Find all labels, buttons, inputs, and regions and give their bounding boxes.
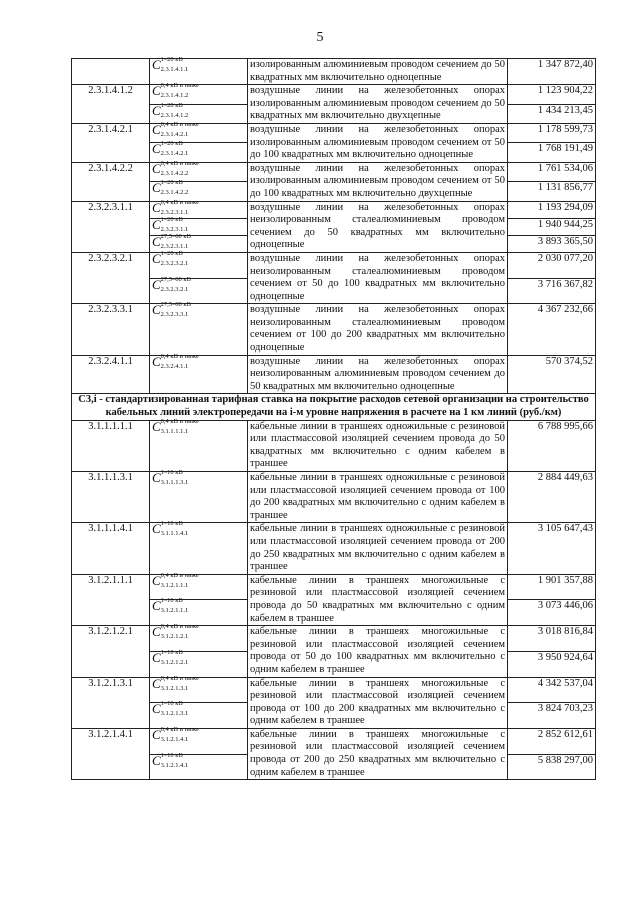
row-value: 3 824 703,23 xyxy=(508,703,596,729)
table-row xyxy=(72,252,596,278)
row-value: 1 131 856,77 xyxy=(508,182,596,201)
row-description: кабельные линии в траншеях одножильные с резиновой или пластмассовой изоляцией сечением провода от 200 до 250 квадратных мм включительно с одним кабелем в траншее xyxy=(248,523,508,574)
symbol-index: 2.3.2.3.1.1 xyxy=(160,225,189,233)
row-description: кабельные линии в траншеях многожильные с резиновой или пластмассовой изоляцией сечением провода от 50 до 100 квадратных мм включительно с одним кабелем в траншее xyxy=(248,626,508,677)
symbol-cell xyxy=(150,700,248,729)
row-value: 3 893 365,50 xyxy=(508,235,596,252)
symbol-cell xyxy=(150,520,248,574)
row-value: 2 030 077,20 xyxy=(508,252,596,278)
row-value: 1 347 872,40 xyxy=(508,59,596,85)
voltage-level: 0,4 кВ и ниже xyxy=(160,623,199,631)
voltage-level: 27,5–60 кВ xyxy=(160,301,191,309)
table-row xyxy=(72,420,596,471)
symbol-index: 2.3.2.4.1.1 xyxy=(160,362,189,370)
row-value: 3 950 924,64 xyxy=(508,651,596,677)
row-value: 4 342 537,04 xyxy=(508,677,596,703)
symbol-letter: C xyxy=(152,276,161,292)
symbol-indices xyxy=(160,140,189,158)
row-code: 2.3.1.4.2.2 xyxy=(72,162,150,201)
symbol-letter: C xyxy=(152,141,161,157)
symbol-indices xyxy=(160,232,191,250)
symbol-indices xyxy=(160,571,199,589)
row-description: кабельные линии в траншеях одножильные с резиновой или пластмассовой изоляцией сечением провода до 50 квадратных мм включительно с одним кабелем в траншее xyxy=(248,420,508,471)
symbol-cell xyxy=(150,352,248,394)
symbol-cell xyxy=(150,623,248,652)
symbol-letter: C xyxy=(152,121,161,137)
symbol-index: 3.1.2.1.4.1 xyxy=(160,761,189,769)
symbol-index: 2.3.1.4.1.2 xyxy=(160,111,189,119)
voltage-level: 1–10 кВ xyxy=(160,700,183,708)
symbol-index: 2.3.2.3.3.1 xyxy=(160,311,189,319)
voltage-level: 0,4 кВ и ниже xyxy=(160,198,199,206)
symbol-letter: C xyxy=(152,470,161,485)
symbol-indices xyxy=(160,597,189,615)
symbol-letter: C xyxy=(152,649,161,665)
symbol-indices xyxy=(160,417,199,435)
voltage-level: 1–20 кВ xyxy=(160,249,183,257)
symbol-letter: C xyxy=(152,250,161,266)
table-row xyxy=(72,472,596,523)
voltage-level: 1–10 кВ xyxy=(160,469,183,476)
symbol-letter: C xyxy=(152,675,161,691)
voltage-level: 0,4 кВ и ниже xyxy=(160,674,199,682)
row-value: 1 434 213,45 xyxy=(508,104,596,123)
row-description: воздушные линии на железобетонных опорах неизолированным алюминиевым проводом сечением до 50 квадратных мм включительно одноцепные xyxy=(248,355,508,394)
voltage-level: 27,5–60 кВ xyxy=(160,275,191,283)
row-code: 3.1.1.1.4.1 xyxy=(72,523,150,574)
symbol-indices xyxy=(160,469,189,486)
symbol-index: 2.3.1.4.2.2 xyxy=(160,189,189,197)
symbol-index: 3.1.1.1.1.1 xyxy=(160,427,189,435)
row-description: изолированным алюминиевым проводом сечением до 50 квадратных мм включительно одноцепные xyxy=(248,59,508,85)
section-header: С3,i - стандартизированная тарифная ставка на покрытие расходов сетевой организации на строительство кабельных линий электропередачи на i-м уровне напряжения в расчете на 1 км линий (руб./км) xyxy=(72,394,596,420)
symbol-letter: C xyxy=(152,180,161,196)
table-row xyxy=(72,355,596,394)
symbol-index: 2.3.2.3.2.1 xyxy=(160,259,189,267)
symbol-letter: C xyxy=(152,353,161,369)
row-description: воздушные линии на железобетонных опорах неизолированным сталеалюминиевым проводом сечением от 50 до 100 квадратных мм включительно одноцепные xyxy=(248,252,508,303)
row-code: 2.3.2.3.2.1 xyxy=(72,252,150,303)
row-code: 3.1.2.1.3.1 xyxy=(72,677,150,728)
symbol-index: 2.3.1.4.1.2 xyxy=(160,92,189,100)
row-code: 3.1.2.1.2.1 xyxy=(72,626,150,677)
symbol-letter: C xyxy=(152,216,161,232)
symbol-index: 3.1.2.1.2.1 xyxy=(160,633,189,641)
table-row xyxy=(72,677,596,703)
row-code: 3.1.1.1.1.1 xyxy=(72,420,150,471)
symbol-cell xyxy=(150,597,248,626)
tariff-table-body xyxy=(72,56,596,780)
symbol-indices xyxy=(160,275,191,293)
symbol-indices xyxy=(160,623,199,641)
row-value: 1 940 944,25 xyxy=(508,218,596,235)
row-value: 2 884 449,63 xyxy=(508,472,596,523)
symbol-letter: C xyxy=(152,726,161,742)
symbol-indices xyxy=(160,751,189,769)
symbol-cell xyxy=(150,751,248,780)
table-row xyxy=(72,523,596,574)
symbol-letter: C xyxy=(152,302,161,318)
table-row xyxy=(72,626,596,652)
symbol-index: 2.3.2.3.1.1 xyxy=(160,242,189,250)
symbol-letter: C xyxy=(152,418,161,434)
row-value: 3 105 647,43 xyxy=(508,523,596,574)
symbol-indices xyxy=(160,198,199,216)
page-number: 5 xyxy=(316,30,324,45)
row-code: 3.1.2.1.1.1 xyxy=(72,574,150,625)
symbol-index: 3.1.2.1.2.1 xyxy=(160,658,189,666)
symbol-indices xyxy=(160,725,199,743)
table-row xyxy=(72,574,596,600)
symbol-index: 3.1.2.1.3.1 xyxy=(160,710,189,718)
symbol-index: 2.3.1.4.2.1 xyxy=(160,130,189,138)
symbol-indices xyxy=(160,674,199,692)
row-value: 2 852 612,61 xyxy=(508,728,596,754)
symbol-letter: C xyxy=(152,572,161,588)
table-row xyxy=(72,201,596,218)
row-value: 4 367 232,66 xyxy=(508,304,596,355)
symbol-index: 3.1.2.1.3.1 xyxy=(160,684,189,692)
symbol-index: 3.1.2.1.4.1 xyxy=(160,735,189,743)
symbol-indices xyxy=(160,520,189,538)
symbol-index: 2.3.2.3.1.1 xyxy=(160,208,189,216)
symbol-index: 3.1.1.1.4.1 xyxy=(160,530,189,538)
row-value: 1 178 599,73 xyxy=(508,123,596,142)
row-description: воздушные линии на железобетонных опорах неизолированным сталеалюминиевым проводом сечением до 50 квадратных мм включительно одноцепные xyxy=(248,201,508,252)
voltage-level: 0,4 кВ и ниже xyxy=(160,159,199,167)
row-value: 1 761 534,06 xyxy=(508,162,596,181)
symbol-index: 2.3.2.3.2.1 xyxy=(160,285,189,293)
symbol-index: 3.1.2.1.1.1 xyxy=(160,581,189,589)
symbol-cell xyxy=(150,725,248,754)
voltage-level: 0,4 кВ и ниже xyxy=(160,417,199,425)
symbol-letter: C xyxy=(152,83,161,99)
symbol-index: 2.3.1.4.2.1 xyxy=(160,150,189,158)
symbol-letter: C xyxy=(152,521,161,537)
section-header-row xyxy=(72,394,596,420)
row-description: кабельные линии в траншеях многожильные с резиновой или пластмассовой изоляцией сечением провода от 200 до 250 квадратных мм включительно с одним кабелем в траншее xyxy=(248,728,508,779)
row-code: 2.3.1.4.1.2 xyxy=(72,85,150,124)
symbol-letter: C xyxy=(152,752,161,768)
row-description: воздушные линии на железобетонных опорах изолированным алюминиевым проводом сечением до 50 квадратных мм включительно двухцепные xyxy=(248,85,508,124)
voltage-level: 1–20 кВ xyxy=(160,215,183,223)
table-row xyxy=(72,59,596,85)
row-code: 3.1.1.1.3.1 xyxy=(72,472,150,523)
symbol-index: 3.1.1.1.3.1 xyxy=(160,479,189,486)
symbol-index: 2.3.1.4.1.1 xyxy=(160,66,189,73)
row-value: 3 018 816,84 xyxy=(508,626,596,652)
row-code xyxy=(72,59,150,85)
row-code: 2.3.2.4.1.1 xyxy=(72,355,150,394)
row-value: 1 901 357,88 xyxy=(508,574,596,600)
symbol-cell xyxy=(150,56,248,85)
row-value: 570 374,52 xyxy=(508,355,596,394)
row-code: 2.3.1.4.2.1 xyxy=(72,123,150,162)
symbol-letter: C xyxy=(152,199,161,215)
row-description: кабельные линии в траншеях многожильные с резиновой или пластмассовой изоляцией сечением провода до 50 квадратных мм включительно с одним кабелем в траншее xyxy=(248,574,508,625)
voltage-level: 1–20 кВ xyxy=(160,101,183,109)
symbol-cell xyxy=(150,249,248,278)
symbol-letter: C xyxy=(152,624,161,640)
symbol-indices xyxy=(160,249,189,267)
voltage-level: 0,4 кВ и ниже xyxy=(160,120,199,128)
voltage-level: 0,4 кВ и ниже xyxy=(160,571,199,579)
symbol-index: 2.3.1.4.2.2 xyxy=(160,169,189,177)
symbol-indices xyxy=(160,301,191,319)
row-code: 3.1.2.1.4.1 xyxy=(72,728,150,779)
symbol-indices xyxy=(160,120,199,138)
table-row xyxy=(72,304,596,355)
row-code: 2.3.2.3.1.1 xyxy=(72,201,150,252)
voltage-level: 1–10 кВ xyxy=(160,648,183,656)
symbol-letter: C xyxy=(152,233,161,249)
symbol-indices xyxy=(160,700,189,718)
symbol-letter: C xyxy=(152,102,161,118)
symbol-index: 3.1.2.1.1.1 xyxy=(160,607,189,615)
row-code: 2.3.2.3.3.1 xyxy=(72,304,150,355)
voltage-level: 1–20 кВ xyxy=(160,179,183,187)
voltage-level: 0,4 кВ и ниже xyxy=(160,725,199,733)
row-value: 5 838 297,00 xyxy=(508,754,596,780)
row-value: 1 768 191,49 xyxy=(508,143,596,162)
symbol-indices xyxy=(160,56,189,73)
row-value: 3 716 367,82 xyxy=(508,278,596,304)
row-value: 1 193 294,09 xyxy=(508,201,596,218)
voltage-level: 1–10 кВ xyxy=(160,597,183,605)
symbol-cell xyxy=(150,469,248,523)
table-row xyxy=(72,123,596,142)
voltage-level: 1–20 кВ xyxy=(160,56,183,63)
table-row xyxy=(72,162,596,181)
symbol-cell xyxy=(150,301,248,355)
symbol-cell xyxy=(150,275,248,304)
symbol-cell xyxy=(150,648,248,677)
symbol-indices xyxy=(160,648,189,666)
row-description: воздушные линии на железобетонных опорах неизолированным сталеалюминиевым проводом сечением от 100 до 200 квадратных мм включительно одноцепные xyxy=(248,304,508,355)
table-row xyxy=(72,85,596,104)
row-description: воздушные линии на железобетонных опорах изолированным алюминиевым проводом сечением от 50 до 100 квадратных мм включительно одноцепные xyxy=(248,123,508,162)
row-description: воздушные линии на железобетонных опорах изолированным алюминиевым проводом сечением от 50 до 100 квадратных мм включительно двухцепные xyxy=(248,162,508,201)
voltage-level: 1–10 кВ xyxy=(160,751,183,759)
symbol-cell xyxy=(150,674,248,703)
symbol-indices xyxy=(160,101,189,119)
symbol-letter: C xyxy=(152,701,161,717)
voltage-level: 0,4 кВ и ниже xyxy=(160,82,199,90)
voltage-level: 27,5–60 кВ xyxy=(160,232,191,240)
tariff-table xyxy=(71,58,596,780)
symbol-letter: C xyxy=(152,57,161,72)
symbol-indices xyxy=(160,352,199,370)
symbol-cell xyxy=(150,417,248,471)
voltage-level: 1–10 кВ xyxy=(160,520,183,528)
symbol-indices xyxy=(160,82,199,100)
row-description: кабельные линии в траншеях многожильные с резиновой или пластмассовой изоляцией сечением провода от 100 до 200 квадратных мм включительно с одним кабелем в траншее xyxy=(248,677,508,728)
row-value: 6 788 995,66 xyxy=(508,420,596,471)
symbol-cell xyxy=(150,571,248,600)
table-row xyxy=(72,728,596,754)
symbol-indices xyxy=(160,215,189,233)
symbol-letter: C xyxy=(152,160,161,176)
symbol-indices xyxy=(160,179,189,197)
row-value: 1 123 904,22 xyxy=(508,85,596,104)
symbol-letter: C xyxy=(152,598,161,614)
voltage-level: 1–20 кВ xyxy=(160,140,183,148)
symbol-indices xyxy=(160,159,199,177)
voltage-level: 0,4 кВ и ниже xyxy=(160,352,199,360)
row-value: 3 073 446,06 xyxy=(508,600,596,626)
row-description: кабельные линии в траншеях одножильные с резиновой или пластмассовой изоляцией сечением провода от 100 до 200 квадратных мм включительно с одним кабелем в траншее xyxy=(248,472,508,523)
